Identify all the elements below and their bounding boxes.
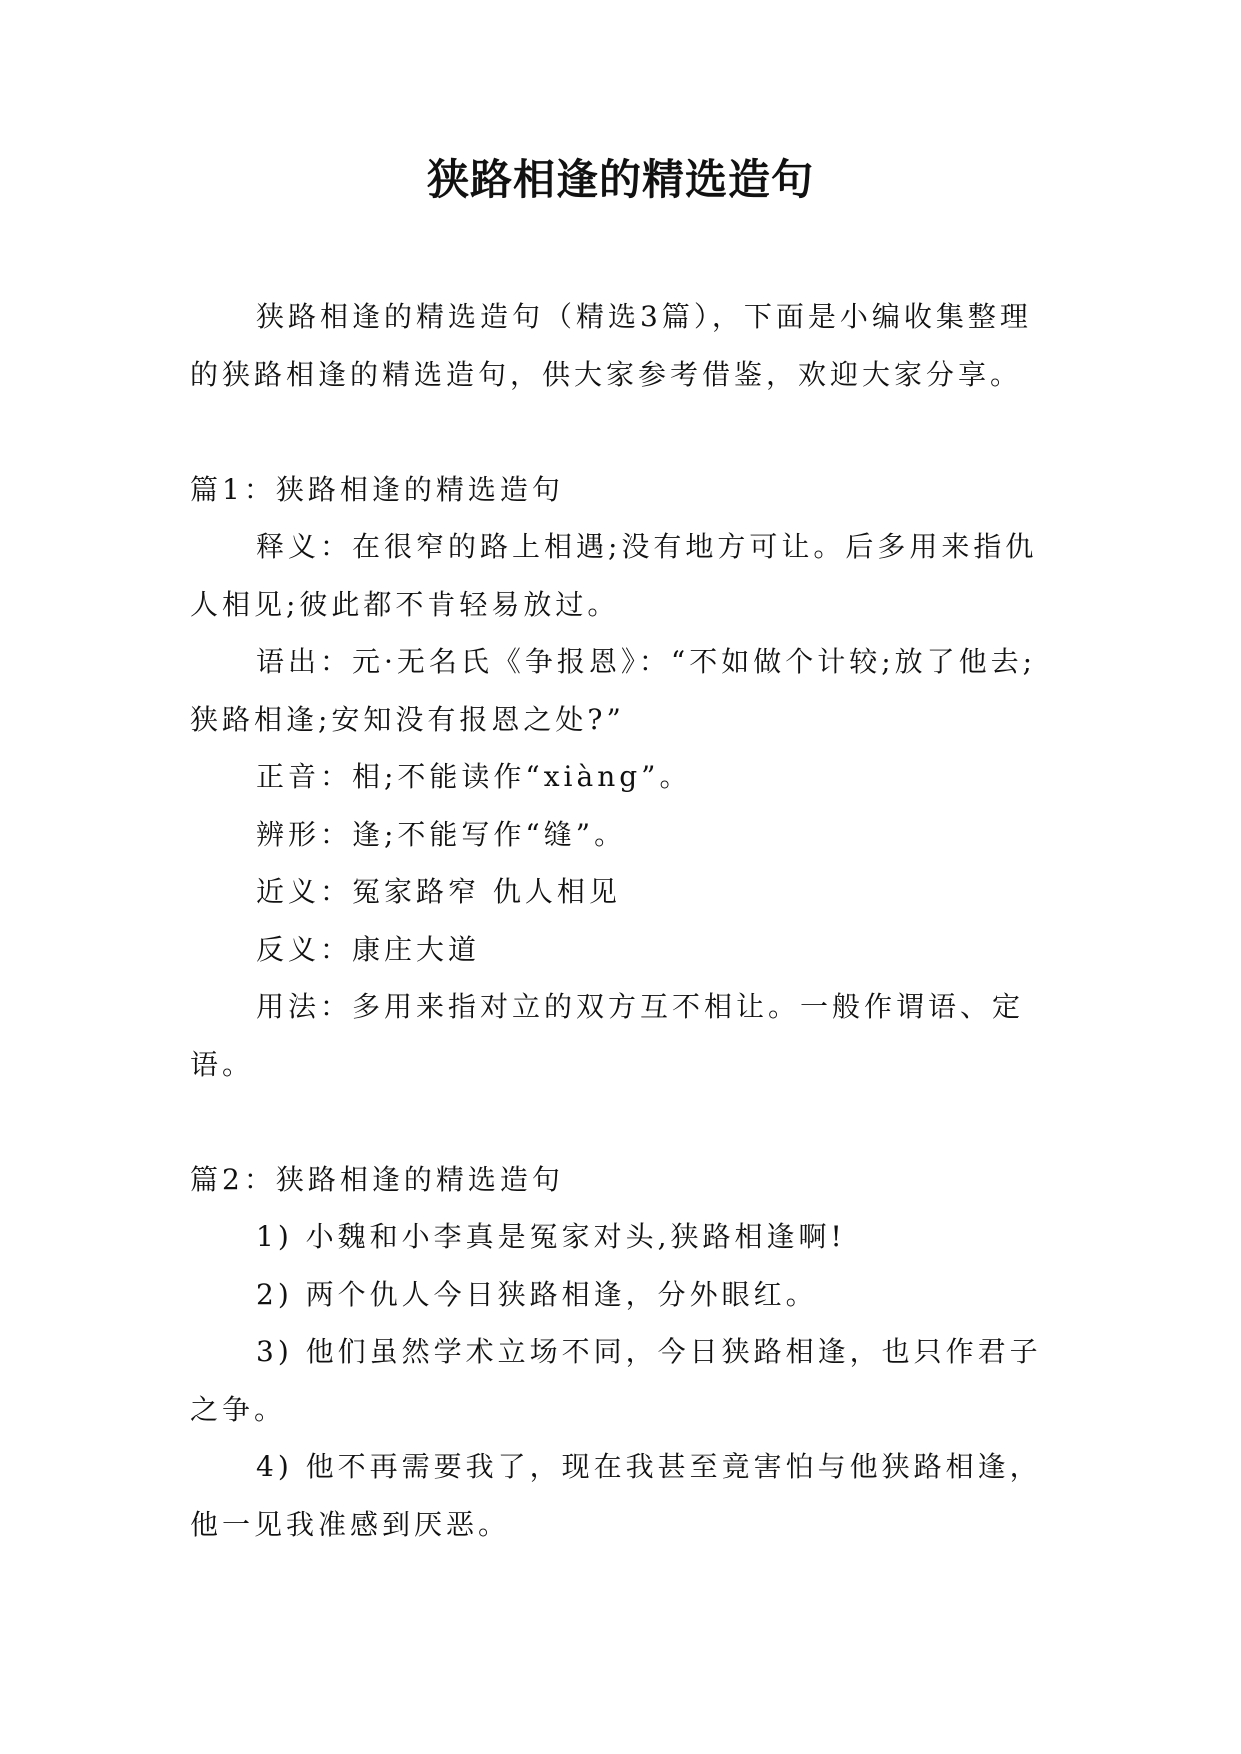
synonyms-paragraph: 近义：冤家路窄 仇人相见 <box>256 875 621 908</box>
antonyms-paragraph: 反义：康庄大道 <box>256 932 481 966</box>
section-2-heading: 篇2：狭路相逢的精选造句 <box>190 1162 564 1196</box>
example-sentence: 2) 两个仇人今日狭路相逢，分外眼红。 <box>256 1277 818 1311</box>
intro-paragraph: 狭路相逢的精选造句（精选3篇），下面是小编收集整理的狭路相逢的精选造句，供大家参考借鉴，欢迎大家分享。 <box>190 300 1032 391</box>
example-sentence: 1) 小魏和小李真是冤家对头,狭路相逢啊! <box>256 1220 846 1253</box>
source-paragraph: 语出：元·无名氏《争报恩》：“不如做个计较;放了他去;狭路相逢;安知没有报恩之处?” <box>190 645 1037 736</box>
document-body <box>190 288 1060 1553</box>
pronunciation-paragraph: 正音：相;不能读作“xiàng”。 <box>256 760 692 793</box>
example-sentence: 3) 他们虽然学术立场不同，今日狭路相逢，也只作君子之争。 <box>190 1335 1042 1426</box>
document-title: 狭路相逢的精选造句 <box>426 155 814 204</box>
example-sentence: 4) 他不再需要我了，现在我甚至竟害怕与他狭路相逢，他一见我准感到厌恶。 <box>190 1450 1042 1541</box>
paragraph-gap <box>190 1093 1060 1151</box>
section-1-heading: 篇1：狭路相逢的精选造句 <box>190 472 564 506</box>
form-paragraph: 辨形：逢;不能写作“缝”。 <box>256 817 627 851</box>
usage-paragraph: 用法：多用来指对立的双方互不相让。一般作谓语、定语。 <box>190 990 1025 1081</box>
meaning-paragraph: 释义：在很窄的路上相遇;没有地方可让。后多用来指仇人相见;彼此都不肯轻易放过。 <box>190 530 1038 621</box>
paragraph-gap <box>190 403 1060 461</box>
